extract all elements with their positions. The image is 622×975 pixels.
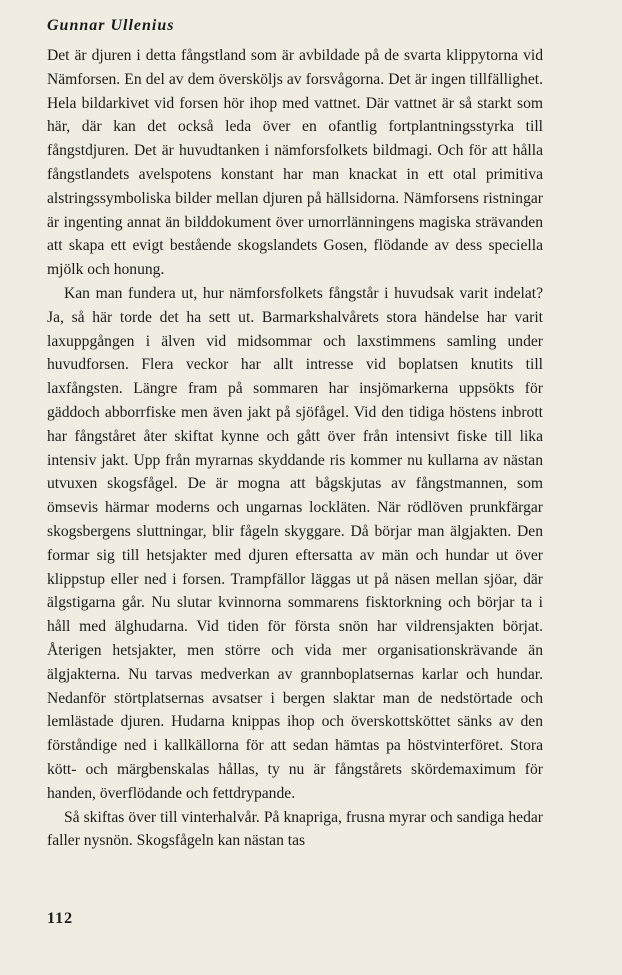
body-text (47, 44, 543, 853)
paragraph-1: Det är djuren i detta fångstland som är avbildade på de svarta klippytorna vid Nämforsen. En del av dem översköljs av forsvågorna. Det är ingen tillfällighet. Hela bildarkivet vid forsen hör ihop med vattnet. Där vattnet är så starkt som här, där kan det också leda över en ofantlig fortplantningsstyrka till fångstdjuren. Det är huvudtanken i nämforsfolkets bildmagi. Och för att hålla fångstlandets avelspotens konstant har man knackat in ett otal primitiva alstringssymboliska bilder mellan djuren på hällsidorna. Nämforsens ristningar är ingenting annat än bilddokument över urnorrlänningens magiska strävanden att skapa ett evigt bestående skogslandets Gosen, flödande av dess speciella mjölk och honung. (47, 47, 543, 279)
paragraph-2: Kan man fundera ut, hur nämforsfolkets fångstår i huvudsak varit indelat? Ja, så här torde det ha sett ut. Barmarkshalvårets stora händelse har varit laxuppgången i älven vid midsommar och laxstimmens samling under huvudforsen. Flera veckor har allt intresse vid boplatsen knutits till laxfångsten. Längre fram på sommaren har insjömarkerna uppsökts för gäddoch abborrfiske men även jakt på sjöfågel. Vid den tidiga höstens inbrott har fångståret åter skiftat kynne och gått över från intensivt fiske till lika intensiv jakt. Upp från myrarnas skyddande ris kommer nu kullarna av nästan utvuxen skogsfågel. De är mogna att bågskjutas av fångstmannen, som ömsevis härmar moderns och ungarnas lockläten. När rödlöven prunkfärgar skogsbergens sluttningar, blir fågeln skyggare. Då börjar man älgjakten. Den formar sig till hetsjakter med djuren eftersatta av män och hundar ut över klippstup eller ned i forsen. Trampfällor läggas ut på näsen mellan sjöar, där älgstigarna går. Nu slutar kvinnorna sommarens fisktorkning och börjar ta i håll med älghudarna. Vid tiden för första snön har vildrensjakten börjat. Återigen hetsjakter, men större och vida mer organisationskrävande än älgjakterna. Nu tarvas medverkan av grannboplatsernas karlar och hundar. Nedanför störtplatsernas avsatser i bergen slaktar man de nedstörtade och lemlästade djuren. Hudarna knippas ihop och överskottsköttet sänks av den förståndige ned i kallkällorna för att sedan hämtas pa höstvinterföret. Stora kött- och märgbenskalas hållas, ty nu är fångstårets skördemaximum för handen, överflödande och fettdrypande. (47, 284, 543, 802)
running-header-author: Gunnar Ullenius (47, 17, 175, 34)
paragraph-3: Så skiftas över till vinterhalvår. På knapriga, frusna myrar och sandiga hedar faller nysnön. Skogsfågeln kan nästan tas (47, 808, 543, 850)
page-number: 112 (47, 910, 74, 927)
